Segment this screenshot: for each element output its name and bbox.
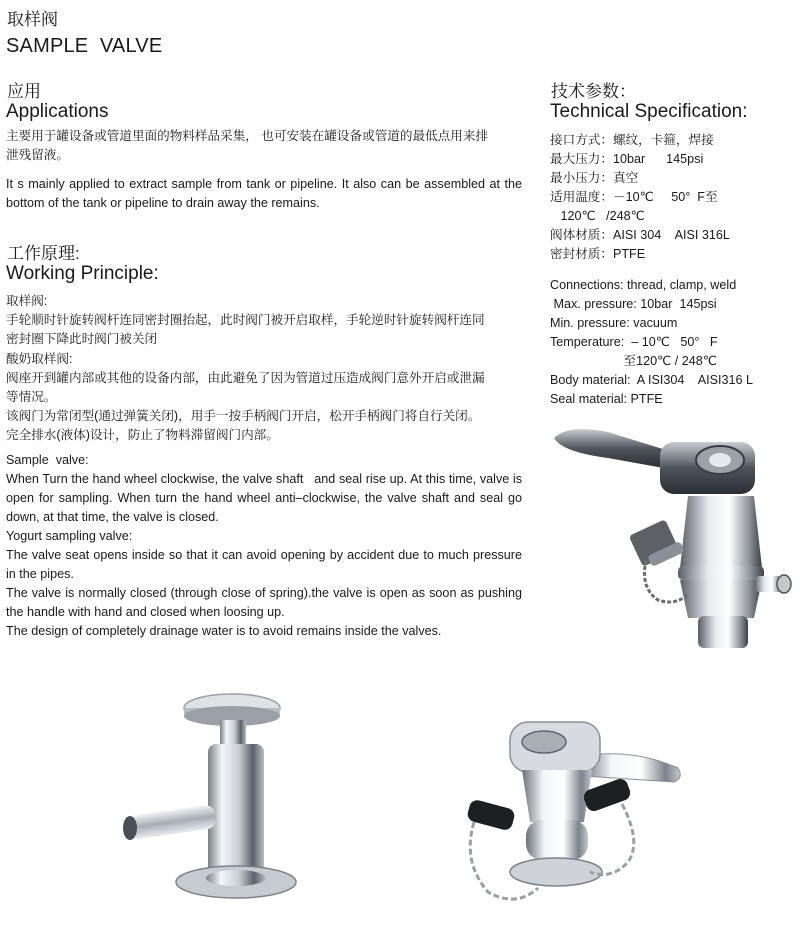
sample-valve-text: When Turn the hand wheel clockwise, the valve shaft and seal rise up. At this time, valve is open for sampling. When turn the hand wheel anti–clockwise, the valve shaft and seal go down, at that time, the valve is closed. bbox=[6, 472, 526, 524]
hand-wheel-sample-valve-photo bbox=[116, 686, 316, 906]
spec-item: Connections: thread, clamp, weld bbox=[550, 278, 737, 292]
tech-spec-list-en bbox=[550, 276, 790, 409]
yogurt-valve-label: Yogurt sampling valve: bbox=[6, 529, 133, 543]
applications-text-cn-line: 泄残留液。 bbox=[6, 148, 69, 163]
working-principle-text-cn bbox=[6, 292, 522, 446]
tech-spec-heading-en: Technical Specification: bbox=[550, 101, 748, 122]
page-title-en: SAMPLE VALVE bbox=[6, 35, 163, 57]
spec-item: 120℃ /248℃ bbox=[550, 209, 645, 223]
spec-item: 最小压力：真空 bbox=[550, 171, 639, 185]
wp-cn-line: 该阀门为常闭型(通过弹簧关闭)，用手一按手柄阀门开启，松开手柄阀门将自行关闭。 bbox=[6, 409, 481, 424]
spec-item: Min. pressure: vacuum bbox=[550, 316, 678, 330]
working-principle-heading-en: Working Principle: bbox=[6, 263, 159, 284]
yogurt-sampling-valve-photo bbox=[548, 418, 793, 658]
working-principle-text-en bbox=[6, 451, 526, 641]
wp-cn-line: 完全排水(液体)设计，防止了物料滞留阀门内部。 bbox=[6, 428, 279, 443]
tech-spec-list-cn bbox=[550, 131, 790, 264]
yogurt-sampling-valve-chains-photo bbox=[452, 712, 688, 912]
spec-item: Body material: A ISI304 AISI316 L bbox=[550, 373, 754, 387]
page-title-cn: 取样阀 bbox=[7, 10, 58, 29]
spec-item: 接口方式：螺纹，卡箍，焊接 bbox=[550, 133, 714, 147]
applications-text-cn-line: 主要用于罐设备或管道里面的物料样品采集， 也可安装在罐设备或管道的最低点用来排 bbox=[6, 129, 489, 143]
applications-text-cn bbox=[6, 127, 522, 165]
spec-item: 阀体材质：AISI 304 AISI 316L bbox=[550, 228, 730, 242]
wp-cn-line: 酸奶取样阀: bbox=[6, 351, 73, 366]
applications-heading-cn: 应用 bbox=[7, 82, 41, 101]
spec-item: 最大压力：10bar 145psi bbox=[550, 152, 704, 166]
wp-cn-line: 手轮顺时针旋转阀杆连同密封圈抬起，此时阀门被开启取样，手轮逆时针旋转阀杆连同 bbox=[6, 313, 485, 328]
tech-spec-heading-cn: 技术参数： bbox=[551, 82, 636, 101]
spec-item: 密封材质：PTFE bbox=[550, 247, 646, 261]
spec-item: 适用温度：－10℃ 50° F至 bbox=[550, 190, 718, 204]
yogurt-valve-text: The design of completely drainage water is to avoid remains inside the valves. bbox=[6, 624, 442, 638]
spec-item: Max. pressure: 10bar 145psi bbox=[550, 297, 717, 311]
wp-cn-line: 阀座开到罐内部或其他的设备内部，由此避免了因为管道过压造成阀门意外开启或泄漏 bbox=[6, 370, 485, 385]
yogurt-valve-text: The valve is normally closed (through close of spring).the valve is open as soon as pushing the handle with hand and closed when loosing up. bbox=[6, 586, 522, 619]
wp-cn-line: 等情况。 bbox=[6, 390, 57, 405]
yogurt-valve-text: The valve seat opens inside so that it can avoid opening by accident due to much pressure in the pipes. bbox=[6, 548, 522, 581]
sample-valve-label: Sample valve: bbox=[6, 453, 89, 467]
applications-text-en: It s mainly applied to extract sample from tank or pipeline. It also can be assembled at the bottom of the tank or pipeline to drain away the remains. bbox=[6, 177, 522, 210]
working-principle-heading-cn: 工作原理: bbox=[7, 244, 80, 263]
spec-item: Seal material: PTFE bbox=[550, 392, 663, 406]
spec-item: Temperature: – 10℃ 50° F bbox=[550, 335, 718, 349]
wp-cn-line: 密封圈下降此时阀门被关闭 bbox=[6, 332, 158, 347]
wp-cn-line: 取样阀: bbox=[6, 294, 48, 308]
spec-item: 至120℃ / 248℃ bbox=[550, 354, 717, 368]
applications-heading-en: Applications bbox=[6, 101, 109, 122]
